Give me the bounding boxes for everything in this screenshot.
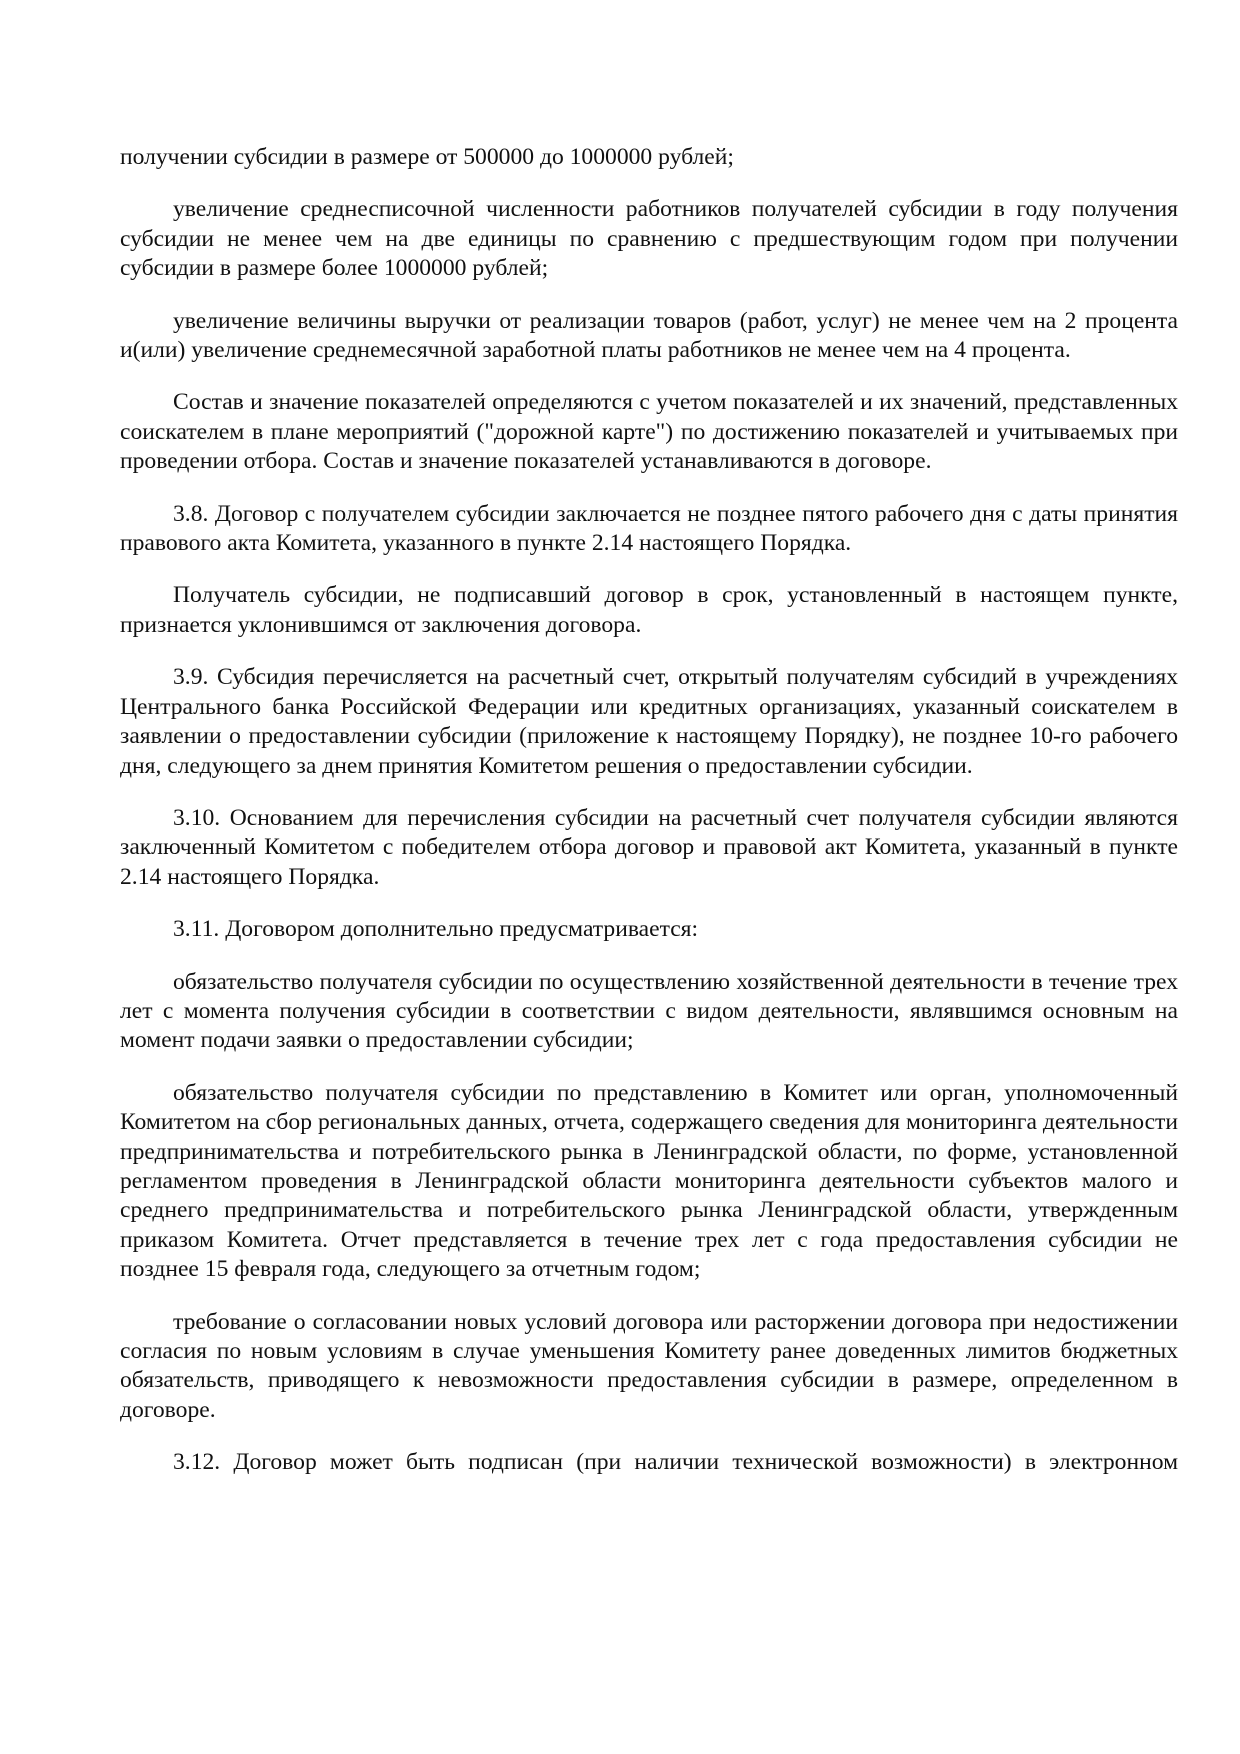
paragraph-3-9: 3.9. Субсидия перечисляется на расчетный счет, открытый получателям субсидий в учреждениях Центрального банка Российской Федерации или кредитных организациях, указанный соискателем в заявлении о предоставлении субсидии (приложение к настоящему Порядку), не позднее 10-го рабочего дня, следующего за днем принятия Комитетом решения о предоставлении субсидии.: [120, 664, 1178, 779]
paragraph-indicator-range: получении субсидии в размере от 500000 до 1000000 рублей;: [120, 144, 734, 170]
paragraph-obligation-report: обязательство получателя субсидии по представлению в Комитет или орган, уполномоченный Комитетом на сбор региональных данных, отчета, содержащего сведения для мониторинга деятельности предпринимательства и потребительского рынка в Ленинградской области, по форме, установленной регламентом проведения в Ленинградской области мониторинга деятельности субъектов малого и среднего предпринимательства и потребительского рынка Ленинградской области, утвержденным приказом Комитета. Отчет представляется в течение трех лет с года предоставления субсидии не позднее 15 февраля года, следующего за отчетным годом;: [120, 1079, 1178, 1283]
paragraph-3-10: 3.10. Основанием для перечисления субсидии на расчетный счет получателя субсидии являются заключенный Комитетом с победителем отбора договор и правовой акт Комитета, указанный в пункте 2.14 настоящего Порядка.: [120, 804, 1178, 890]
paragraph-requirement-terms: требование о согласовании новых условий договора или расторжении договора при недостижении согласия по новым условиям в случае уменьшения Комитету ранее доведенных лимитов бюджетных обязательств, приводящего к невозможности предоставления субсидии в размере, определенном в договоре.: [120, 1308, 1178, 1423]
document-page: [120, 143, 1178, 1501]
paragraph-3-12: 3.12. Договор может быть подписан (при наличии технической возможности) в электронном: [173, 1449, 1178, 1476]
paragraph-evasion: Получатель субсидии, не подписавший договор в срок, установленный в настоящем пункте, признается уклонившимся от заключения договора.: [120, 582, 1178, 638]
paragraph-headcount-increase: увеличение среднесписочной численности работников получателей субсидии в году получения субсидии не менее чем на две единицы по сравнению с предшествующим годом при получении субсидии в размере более 1000000 рублей;: [120, 196, 1178, 282]
paragraph-obligation-activity: обязательство получателя субсидии по осуществлению хозяйственной деятельности в течение трех лет с момента получения субсидии в соответствии с видом деятельности, являвшимся основным на момент подачи заявки о предоставлении субсидии;: [120, 968, 1178, 1054]
paragraph-3-11: 3.11. Договором дополнительно предусматривается:: [173, 916, 699, 943]
paragraph-indicators-composition: Состав и значение показателей определяются с учетом показателей и их значений, представленных соискателем в плане мероприятий ("дорожной карте") по достижению показателей и учитываемых при проведении отбора. Состав и значение показателей устанавливаются в договоре.: [120, 389, 1178, 475]
paragraph-revenue-increase: увеличение величины выручки от реализации товаров (работ, услуг) не менее чем на 2 процента и(или) увеличение среднемесячной заработной платы работников не менее чем на 4 процента.: [120, 307, 1178, 364]
paragraph-3-8: 3.8. Договор с получателем субсидии заключается не позднее пятого рабочего дня с даты принятия правового акта Комитета, указанного в пункте 2.14 настоящего Порядка.: [120, 500, 1178, 557]
